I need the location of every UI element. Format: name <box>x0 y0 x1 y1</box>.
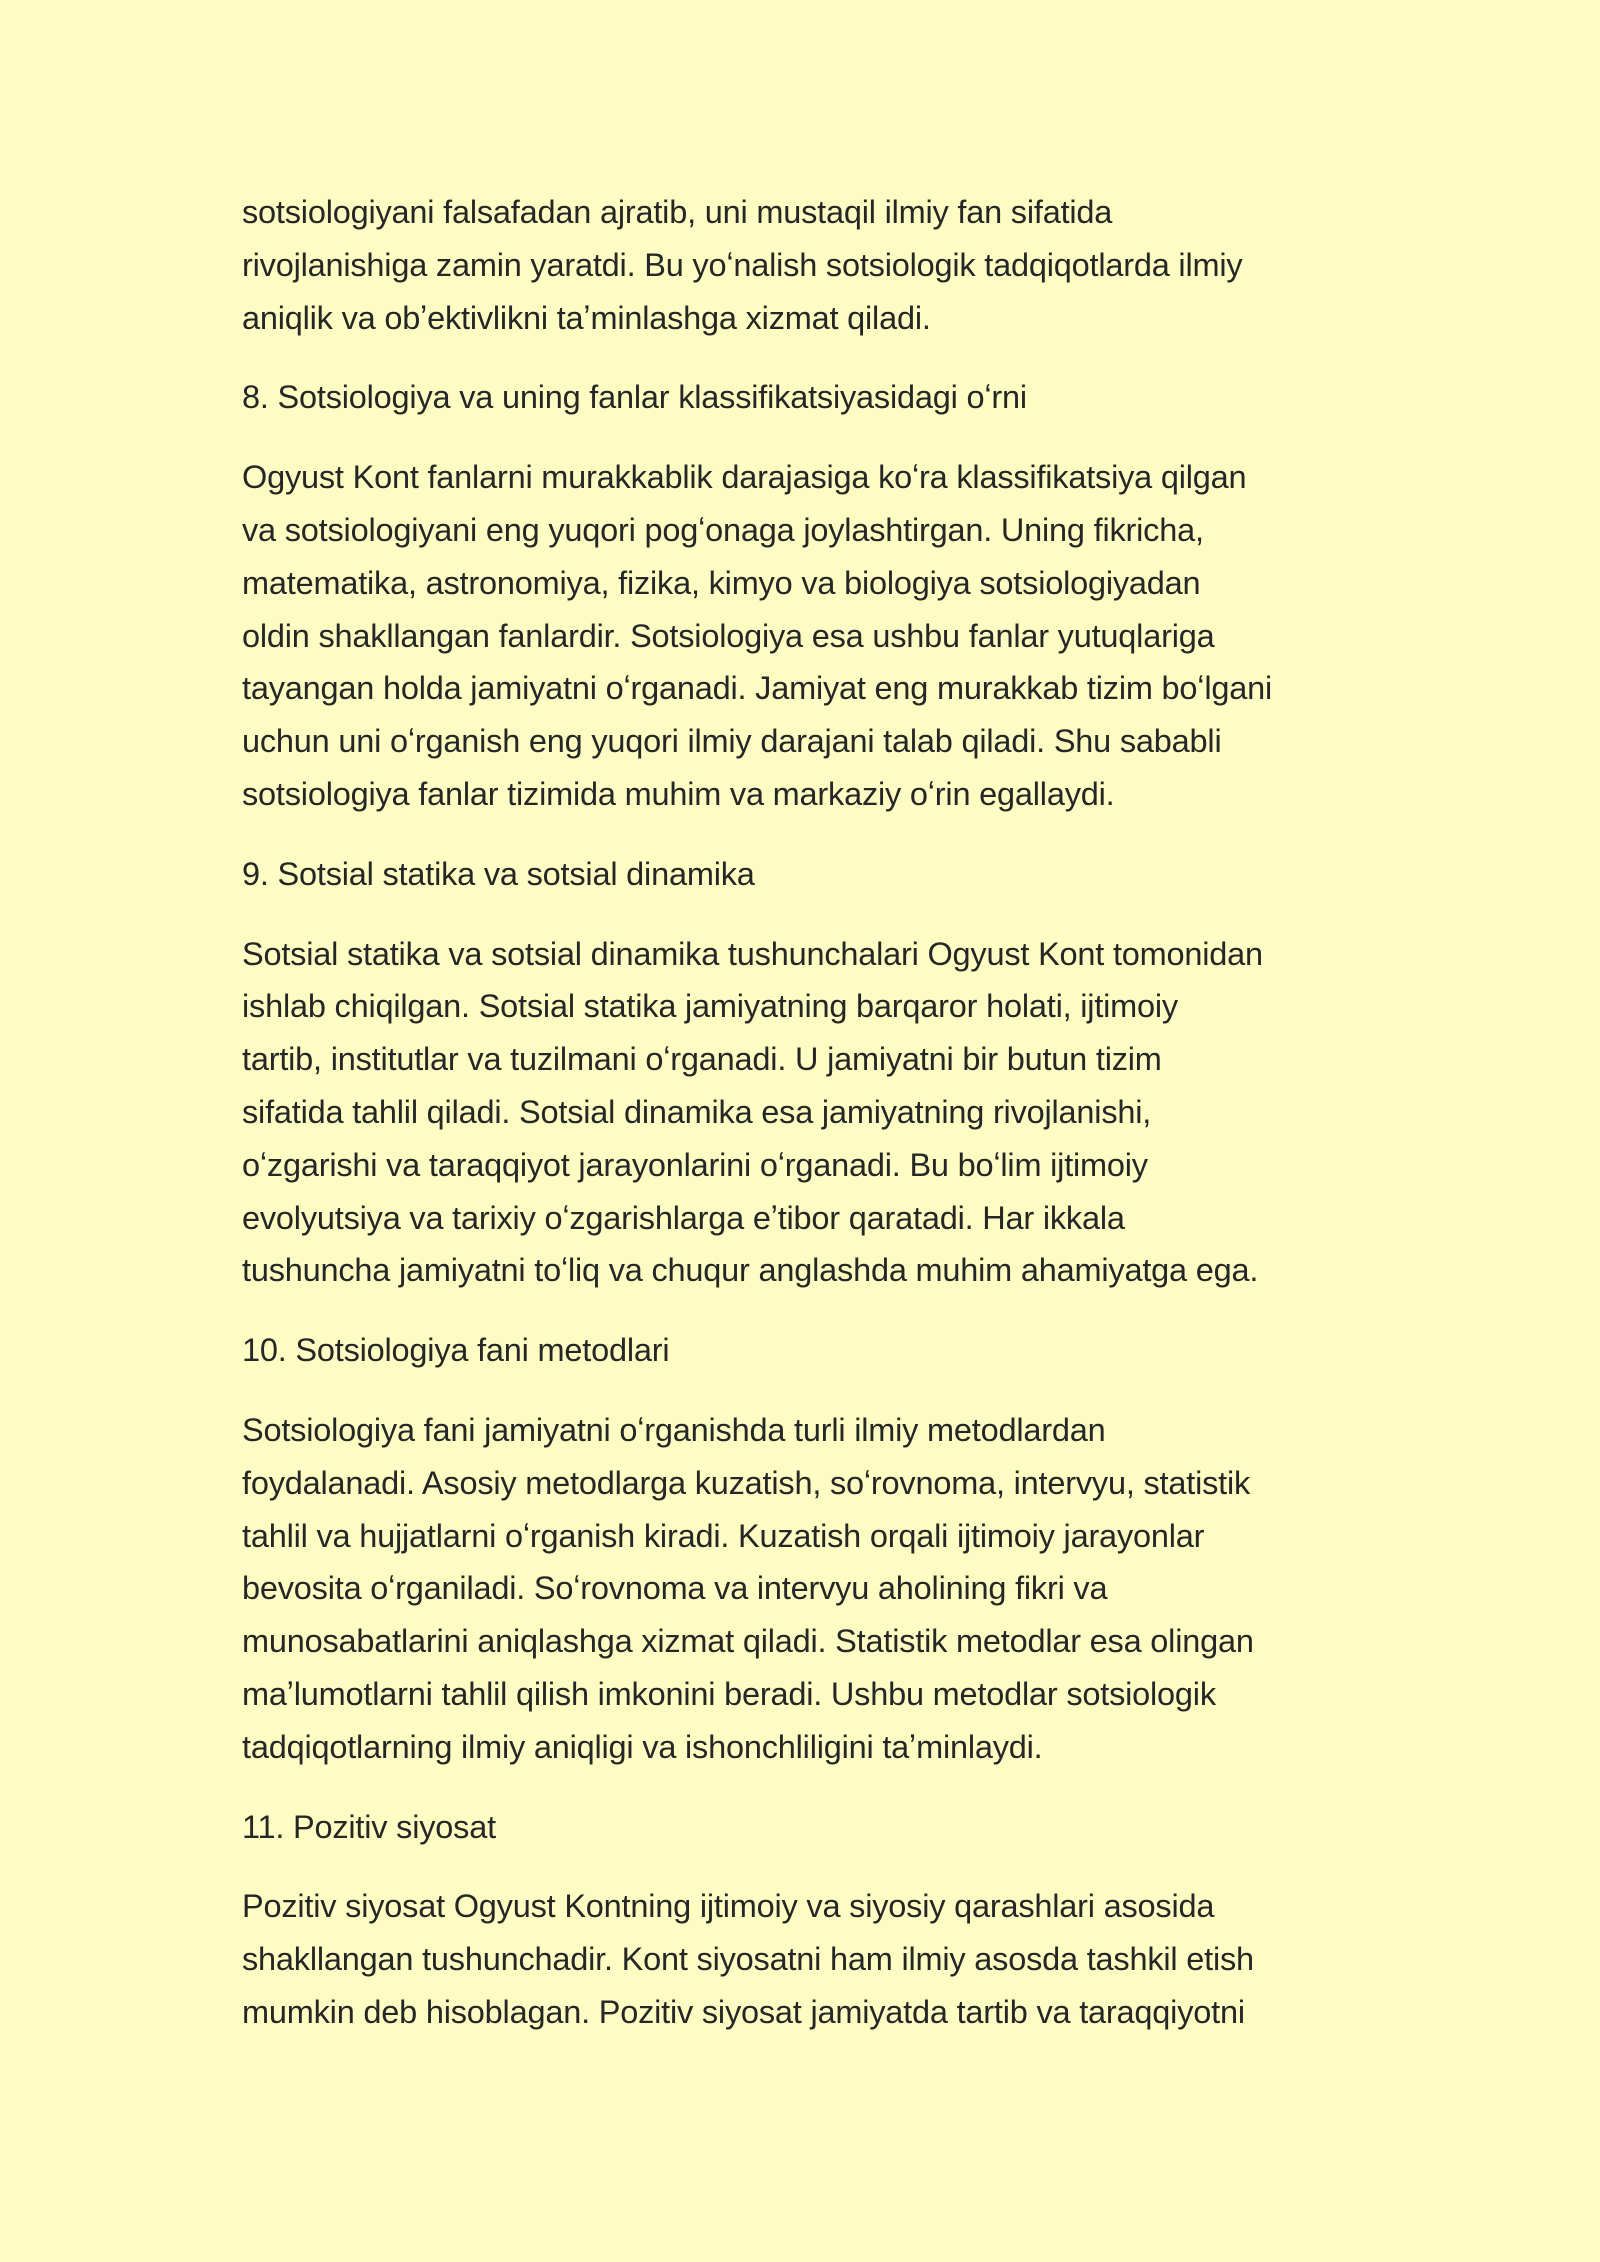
paragraph <box>242 186 1372 344</box>
heading-text: 8. Sotsiologiya va uning fanlar klassifikatsiyasidagi oʻrni <box>242 379 1027 416</box>
paragraph-line: tahlil va hujjatlarni oʻrganish kiradi. Kuzatish orqali ijtimoiy jarayonlar <box>242 1517 1205 1554</box>
paragraph-line: aniqlik va obʼektivlikni taʼminlashga xizmat qiladi. <box>242 299 931 336</box>
section-heading <box>242 848 1372 901</box>
paragraph-line: tadqiqotlarning ilmiy aniqligi va ishonchliligini taʼminlaydi. <box>242 1728 1043 1765</box>
paragraph-line: Pozitiv siyosat Ogyust Kontning ijtimoiy va siyosiy qarashlari asosida <box>242 1888 1215 1925</box>
paragraph-line: Sotsial statika va sotsial dinamika tushunchalari Ogyust Kont tomonidan <box>242 935 1263 972</box>
paragraph-line: uchun uni oʻrganish eng yuqori ilmiy darajani talab qiladi. Shu sababli <box>242 723 1222 760</box>
paragraph <box>242 928 1372 1298</box>
paragraph-line: shakllangan tushunchadir. Kont siyosatni ham ilmiy asosda tashkil etish <box>242 1941 1254 1978</box>
paragraph-line: sotsiologiyani falsafadan ajratib, uni mustaqil ilmiy fan sifatida <box>242 194 1113 230</box>
paragraph-line: munosabatlarini aniqlashga xizmat qiladi. Statistik metodlar esa olingan <box>242 1623 1254 1660</box>
heading-text: 11. Pozitiv siyosat <box>242 1808 496 1845</box>
section-heading <box>242 1324 1372 1377</box>
paragraph <box>242 1880 1372 2038</box>
paragraph-line: va sotsiologiyani eng yuqori pogʻonaga joylashtirgan. Uning fikricha, <box>242 511 1204 548</box>
paragraph-line: oldin shakllangan fanlardir. Sotsiologiya esa ushbu fanlar yutuqlariga <box>242 617 1215 654</box>
paragraph-line: sifatida tahlil qiladi. Sotsial dinamika esa jamiyatning rivojlanishi, <box>242 1093 1152 1130</box>
heading-text: 10. Sotsiologiya fani metodlari <box>242 1332 670 1369</box>
paragraph-line: Sotsiologiya fani jamiyatni oʻrganishda turli ilmiy metodlardan <box>242 1411 1106 1448</box>
paragraph-line: tartib, institutlar va tuzilmani oʻrganadi. U jamiyatni bir butun tizim <box>242 1041 1162 1078</box>
paragraph-line: foydalanadi. Asosiy metodlarga kuzatish, soʻrovnoma, intervyu, statistik <box>242 1464 1251 1501</box>
paragraph-line: oʻzgarishi va taraqqiyot jarayonlarini oʻrganadi. Bu boʻlim ijtimoiy <box>242 1146 1148 1183</box>
paragraph-line: sotsiologiya fanlar tizimida muhim va markaziy oʻrin egallaydi. <box>242 775 1115 812</box>
paragraph-line: tushuncha jamiyatni toʻliq va chuqur anglashda muhim ahamiyatga ega. <box>242 1252 1259 1289</box>
document-body <box>242 186 1372 2066</box>
paragraph-line: ishlab chiqilgan. Sotsial statika jamiyatning barqaror holati, ijtimoiy <box>242 988 1178 1025</box>
paragraph-line: rivojlanishiga zamin yaratdi. Bu yoʻnalish sotsiologik tadqiqotlarda ilmiy <box>242 246 1243 283</box>
paragraph-line: mumkin deb hisoblagan. Pozitiv siyosat jamiyatda tartib va taraqqiyotni <box>242 1993 1245 2030</box>
paragraph-line: tayangan holda jamiyatni oʻrganadi. Jamiyat eng murakkab tizim boʻlgani <box>242 670 1272 707</box>
paragraph-line: Ogyust Kont fanlarni murakkablik darajasiga koʻra klassifikatsiya qilgan <box>242 459 1247 496</box>
section-heading <box>242 371 1372 424</box>
heading-text: 9. Sotsial statika va sotsial dinamika <box>242 855 755 892</box>
paragraph <box>242 451 1372 821</box>
section-heading <box>242 1801 1372 1854</box>
paragraph-line: evolyutsiya va tarixiy oʻzgarishlarga eʼtibor qaratadi. Har ikkala <box>242 1199 1125 1236</box>
paragraph-line: bevosita oʻrganiladi. Soʻrovnoma va intervyu aholining fikri va <box>242 1570 1108 1607</box>
paragraph <box>242 1404 1372 1774</box>
paragraph-line: maʼlumotlarni tahlil qilish imkonini beradi. Ushbu metodlar sotsiologik <box>242 1675 1216 1712</box>
paragraph-line: matematika, astronomiya, fizika, kimyo va biologiya sotsiologiyadan <box>242 564 1201 601</box>
